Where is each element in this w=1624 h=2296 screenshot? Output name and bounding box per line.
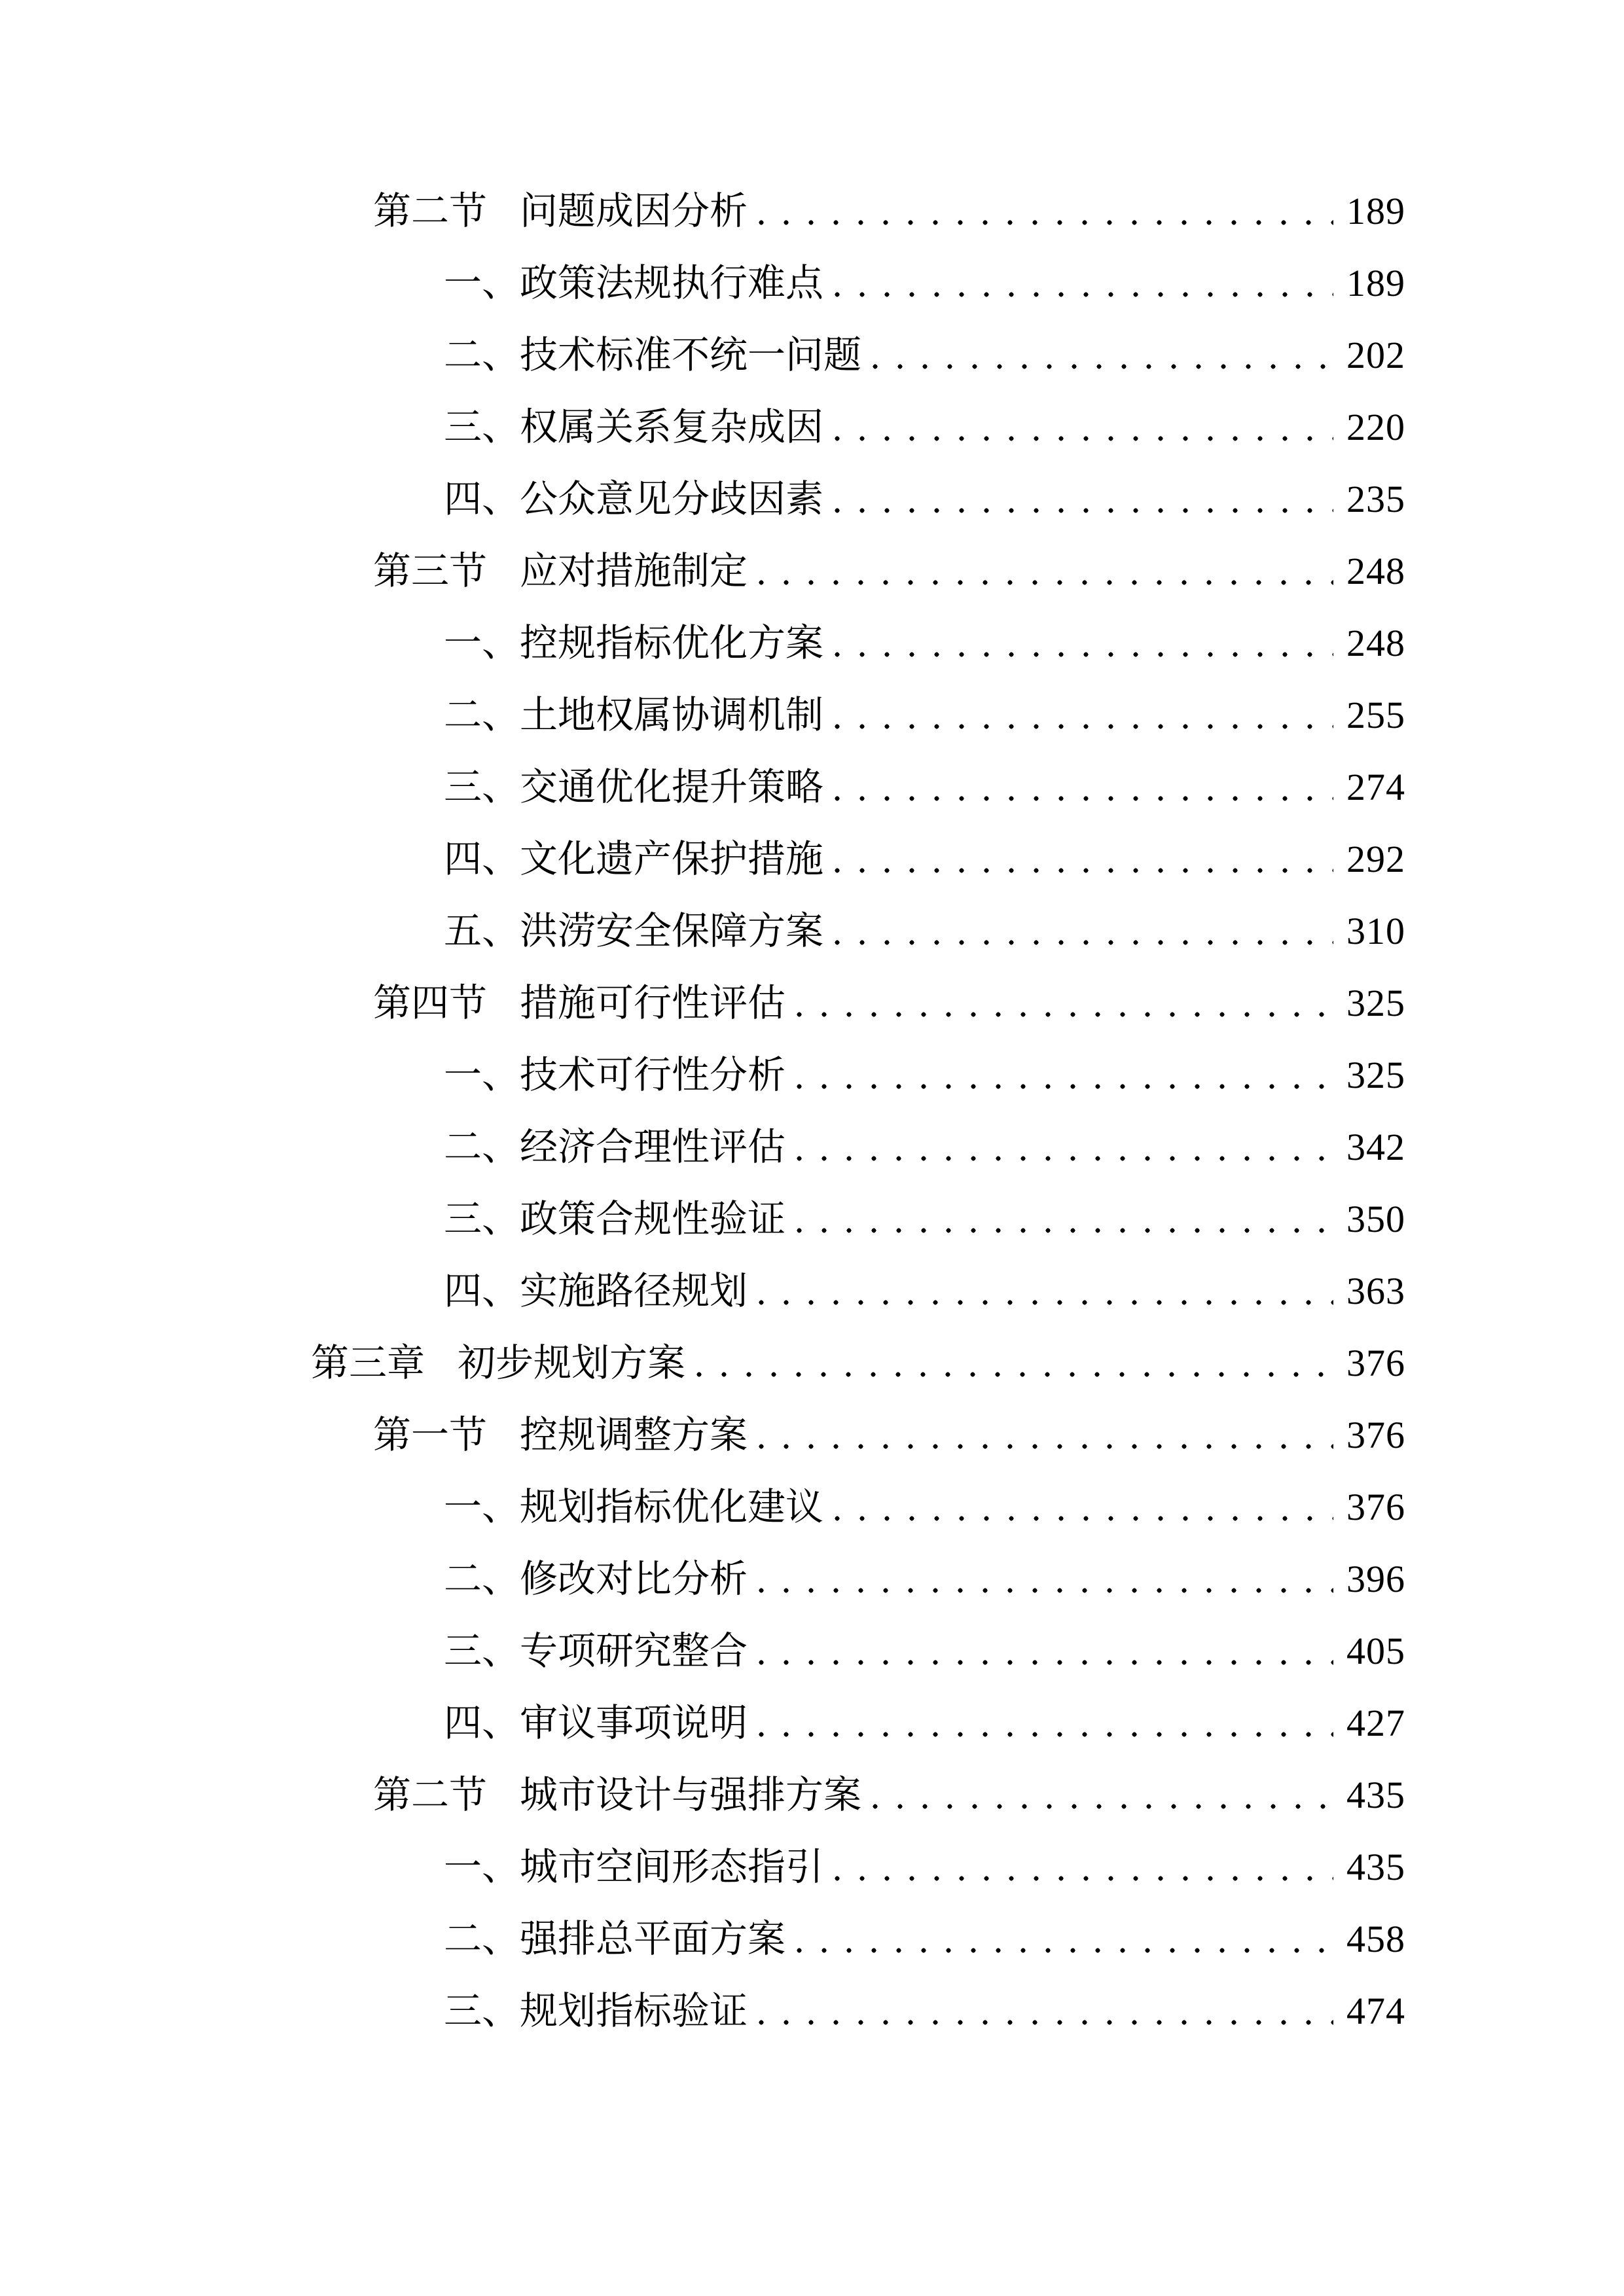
dot-leader (834, 651, 1333, 658)
entry-title: 专项研究整合 (520, 1630, 748, 1672)
entry-label: 三、 (444, 406, 520, 448)
toc-entry-item[interactable] (0, 1975, 1405, 2047)
entry-title: 审议事项说明 (520, 1702, 748, 1744)
dot-leader (834, 1515, 1333, 1522)
entry-title: 土地权属协调机制 (520, 694, 824, 736)
toc-entry-item[interactable] (0, 751, 1405, 823)
dot-leader (796, 1947, 1333, 1954)
dot-leader (758, 2019, 1333, 2026)
toc-entry-section[interactable] (0, 175, 1405, 247)
page-number: 325 (1346, 982, 1405, 1024)
page-number: 325 (1346, 1054, 1405, 1096)
page-number: 376 (1346, 1342, 1405, 1384)
page-number: 350 (1346, 1198, 1405, 1240)
page-number: 189 (1346, 190, 1405, 232)
page-number: 435 (1346, 1774, 1405, 1816)
entry-label: 第三章 (311, 1342, 425, 1384)
entry-title: 经济合理性评估 (520, 1126, 786, 1168)
toc-entry-item[interactable] (0, 607, 1405, 679)
page-number: 220 (1346, 406, 1405, 448)
entry-title: 强排总平面方案 (520, 1918, 786, 1960)
dot-leader (758, 1443, 1333, 1450)
toc-entry-section[interactable] (0, 535, 1405, 607)
dot-leader (758, 1587, 1333, 1594)
dot-leader (796, 1083, 1333, 1090)
dot-leader (834, 723, 1333, 730)
entry-label: 第二节 (373, 1774, 488, 1816)
page-number: 310 (1346, 910, 1405, 952)
page-number: 376 (1346, 1486, 1405, 1528)
entry-title: 文化遗产保护措施 (520, 838, 824, 880)
page-number: 435 (1346, 1846, 1405, 1888)
toc-entry-item[interactable] (0, 391, 1405, 463)
dot-leader (796, 1011, 1333, 1018)
page-number: 342 (1346, 1126, 1405, 1168)
toc-entry-item[interactable] (0, 247, 1405, 319)
toc-entry-item[interactable] (0, 1255, 1405, 1327)
entry-label: 第二节 (373, 190, 488, 232)
entry-label: 四、 (444, 838, 520, 880)
toc-entry-item[interactable] (0, 823, 1405, 895)
page-number: 248 (1346, 622, 1405, 664)
entry-label: 一、 (444, 1054, 520, 1096)
entry-title: 规划指标验证 (520, 1990, 748, 2032)
page-number: 202 (1346, 334, 1405, 376)
entry-title: 交通优化提升策略 (520, 766, 824, 808)
entry-label: 三、 (444, 766, 520, 808)
toc-entry-section[interactable] (0, 967, 1405, 1039)
entry-title: 政策合规性验证 (520, 1198, 786, 1240)
dot-leader (758, 219, 1333, 226)
dot-leader (796, 1227, 1333, 1234)
dot-leader (872, 363, 1333, 370)
entry-title: 修改对比分析 (520, 1558, 748, 1600)
dot-leader (872, 1803, 1333, 1810)
toc-entry-item[interactable] (0, 1903, 1405, 1975)
entry-label: 四、 (444, 478, 520, 520)
entry-label: 一、 (444, 1486, 520, 1528)
entry-title: 应对措施制定 (520, 550, 748, 592)
page-number: 255 (1346, 694, 1405, 736)
entry-title: 权属关系复杂成因 (520, 406, 824, 448)
entry-label: 一、 (444, 262, 520, 304)
entry-title: 初步规划方案 (458, 1342, 686, 1384)
toc-entry-item[interactable] (0, 1039, 1405, 1111)
entry-label: 二、 (444, 1558, 520, 1600)
dot-leader (758, 579, 1333, 586)
page-number: 189 (1346, 262, 1405, 304)
entry-title: 措施可行性评估 (520, 982, 786, 1024)
page-number: 235 (1346, 478, 1405, 520)
entry-label: 二、 (444, 1918, 520, 1960)
toc-entry-item[interactable] (0, 895, 1405, 967)
dot-leader (758, 1731, 1333, 1738)
entry-label: 一、 (444, 622, 520, 664)
dot-leader (834, 291, 1333, 298)
entry-label: 第一节 (373, 1414, 488, 1456)
page-number: 405 (1346, 1630, 1405, 1672)
page-number: 458 (1346, 1918, 1405, 1960)
toc-entry-item[interactable] (0, 1687, 1405, 1759)
entry-label: 第四节 (373, 982, 488, 1024)
dot-leader (834, 507, 1333, 514)
toc-entry-item[interactable] (0, 1471, 1405, 1543)
entry-title: 公众意见分歧因素 (520, 478, 824, 520)
entry-title: 洪涝安全保障方案 (520, 910, 824, 952)
dot-leader (758, 1299, 1333, 1306)
toc-entry-section[interactable] (0, 1759, 1405, 1831)
page-number: 363 (1346, 1270, 1405, 1312)
entry-label: 三、 (444, 1990, 520, 2032)
dot-leader (758, 1659, 1333, 1666)
entry-title: 政策法规执行难点 (520, 262, 824, 304)
entry-label: 五、 (444, 910, 520, 952)
toc-entry-section[interactable] (0, 1399, 1405, 1471)
toc-entry-item[interactable] (0, 1111, 1405, 1183)
page-number: 427 (1346, 1702, 1405, 1744)
entry-label: 三、 (444, 1630, 520, 1672)
toc-entry-item[interactable] (0, 1615, 1405, 1687)
dot-leader (834, 939, 1333, 946)
entry-title: 技术可行性分析 (520, 1054, 786, 1096)
page-number: 292 (1346, 838, 1405, 880)
entry-label: 二、 (444, 1126, 520, 1168)
entry-title: 规划指标优化建议 (520, 1486, 824, 1528)
page-number: 396 (1346, 1558, 1405, 1600)
page-number: 376 (1346, 1414, 1405, 1456)
entry-title: 控规调整方案 (520, 1414, 748, 1456)
dot-leader (696, 1371, 1333, 1378)
dot-leader (834, 795, 1333, 802)
entry-title: 控规指标优化方案 (520, 622, 824, 664)
entry-title: 技术标准不统一问题 (520, 334, 862, 376)
entry-title: 城市设计与强排方案 (520, 1774, 862, 1816)
entry-title: 问题成因分析 (520, 190, 748, 232)
toc-entry-chapter[interactable] (0, 1327, 1405, 1399)
entry-label: 四、 (444, 1270, 520, 1312)
entry-label: 一、 (444, 1846, 520, 1888)
dot-leader (834, 867, 1333, 874)
toc-entry-item[interactable] (0, 463, 1405, 535)
dot-leader (796, 1155, 1333, 1162)
toc-entry-item[interactable] (0, 1543, 1405, 1615)
entry-label: 四、 (444, 1702, 520, 1744)
toc-list (0, 175, 1405, 2047)
dot-leader (834, 435, 1333, 442)
entry-label: 二、 (444, 334, 520, 376)
toc-entry-item[interactable] (0, 319, 1405, 391)
entry-title: 城市空间形态指引 (520, 1846, 824, 1888)
toc-entry-item[interactable] (0, 679, 1405, 751)
toc-entry-item[interactable] (0, 1183, 1405, 1255)
entry-label: 三、 (444, 1198, 520, 1240)
toc-entry-item[interactable] (0, 1831, 1405, 1903)
entry-title: 实施路径规划 (520, 1270, 748, 1312)
entry-label: 二、 (444, 694, 520, 736)
entry-label: 第三节 (373, 550, 488, 592)
dot-leader (834, 1875, 1333, 1882)
page-number: 474 (1346, 1990, 1405, 2032)
page-number: 274 (1346, 766, 1405, 808)
page-number: 248 (1346, 550, 1405, 592)
